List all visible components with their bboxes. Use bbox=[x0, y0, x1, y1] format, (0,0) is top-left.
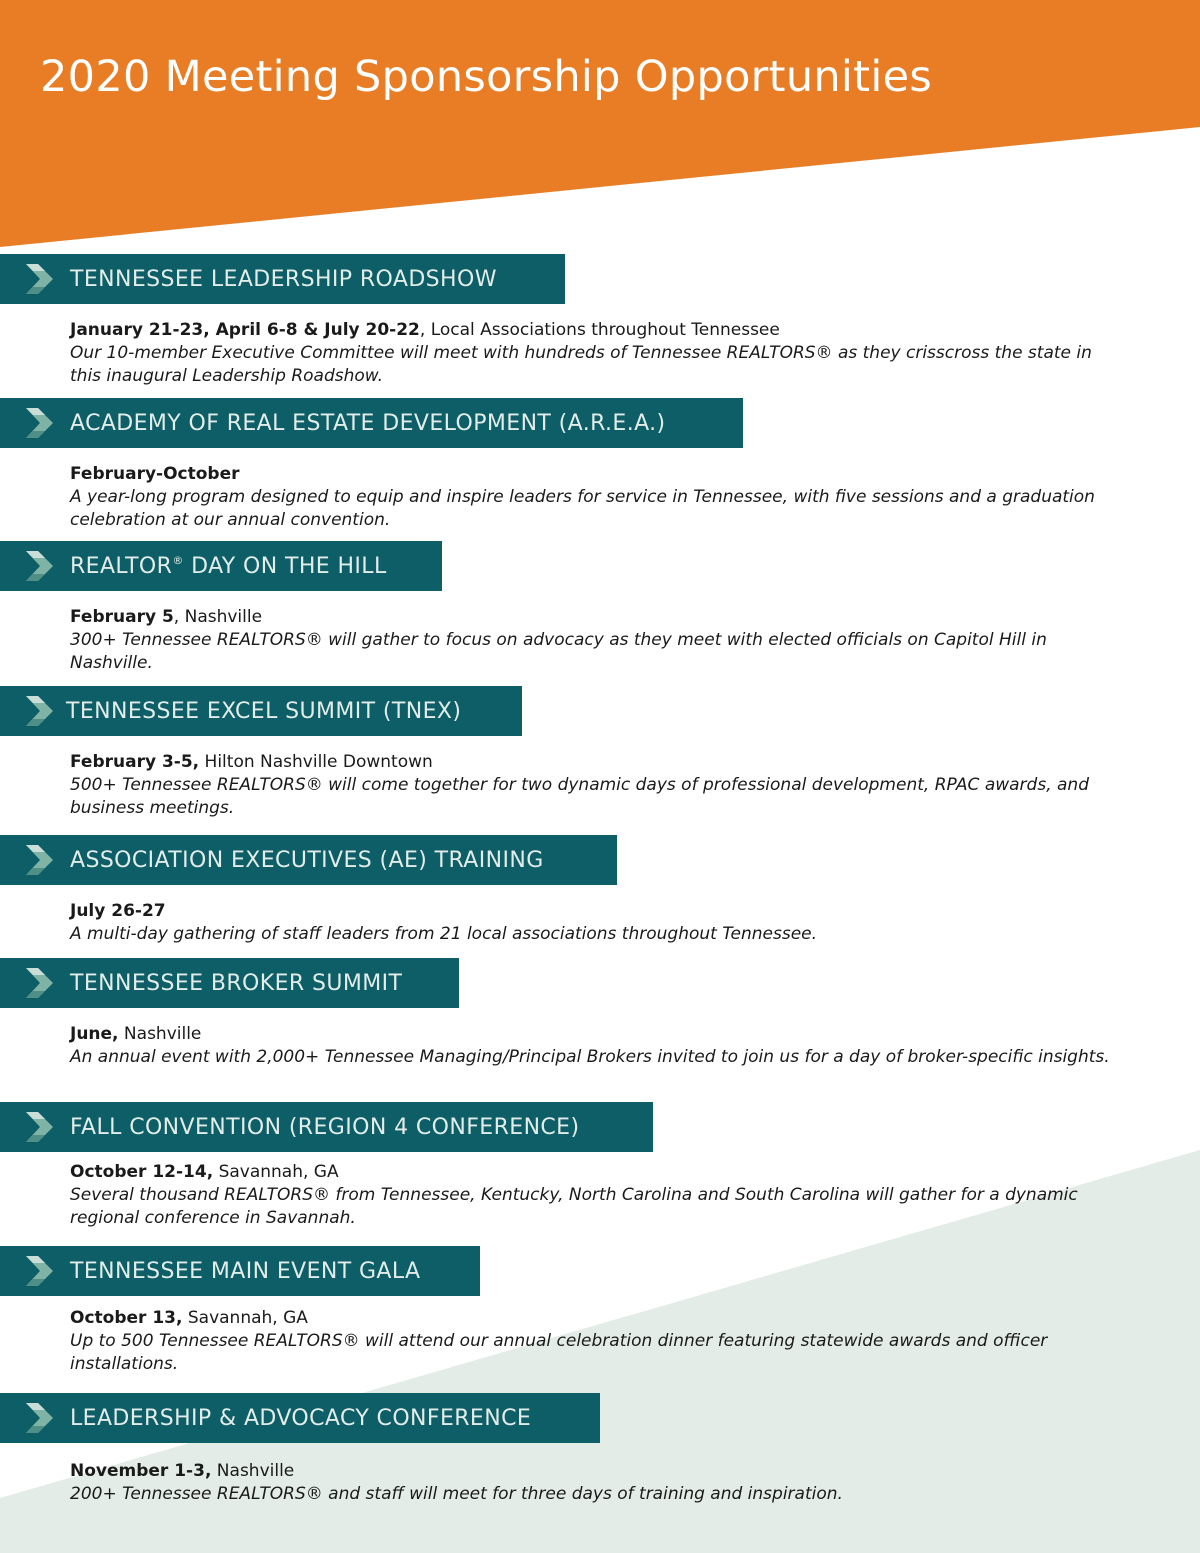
event-description: 200+ Tennessee REALTORS® and staff will meet for three days of training and inspiration. bbox=[70, 1484, 843, 1504]
event-section bbox=[0, 541, 1110, 675]
chevron-right-icon bbox=[24, 1401, 54, 1435]
event-banner bbox=[0, 398, 743, 448]
chevron-right-icon bbox=[24, 843, 54, 877]
chevron-right-icon bbox=[24, 694, 54, 728]
event-title: TENNESSEE EXCEL SUMMIT (TNEX) bbox=[66, 698, 462, 724]
event-date: January 21-23, April 6-8 & July 20-22 bbox=[70, 320, 420, 340]
chevron-right-icon bbox=[24, 966, 54, 1000]
event-title: ACADEMY OF REAL ESTATE DEVELOPMENT (A.R.E.A.) bbox=[70, 410, 666, 436]
event-banner bbox=[0, 1393, 600, 1443]
event-banner bbox=[0, 1102, 653, 1152]
event-description: An annual event with 2,000+ Tennessee Managing/Principal Brokers invited to join us for a day of broker-specific insights. bbox=[70, 1047, 1110, 1067]
event-section bbox=[0, 254, 1110, 388]
event-banner bbox=[0, 541, 442, 591]
event-location: Savannah, GA bbox=[182, 1308, 308, 1328]
event-banner bbox=[0, 1246, 480, 1296]
event-banner bbox=[0, 958, 459, 1008]
event-section bbox=[0, 835, 1110, 946]
event-description: A multi-day gathering of staff leaders from 21 local associations throughout Tennessee. bbox=[70, 924, 818, 944]
event-details bbox=[70, 1161, 1110, 1230]
event-details bbox=[70, 319, 1110, 388]
event-date: November 1-3, bbox=[70, 1461, 212, 1481]
event-details bbox=[70, 606, 1110, 675]
event-section bbox=[0, 1246, 1110, 1376]
event-details bbox=[70, 751, 1110, 820]
chevron-right-icon bbox=[24, 1254, 54, 1288]
event-description: Up to 500 Tennessee REALTORS® will attend our annual celebration dinner featuring statewide awards and officer installations. bbox=[70, 1331, 1048, 1374]
chevron-right-icon bbox=[24, 406, 54, 440]
event-date: June, bbox=[70, 1024, 119, 1044]
event-section bbox=[0, 1102, 1110, 1230]
event-description: 300+ Tennessee REALTORS® will gather to focus on advocacy as they meet with elected officials on Capitol Hill in Nashville. bbox=[70, 630, 1047, 673]
event-location: Nashville bbox=[118, 1024, 202, 1044]
event-date: February 5 bbox=[70, 607, 174, 627]
page-title: 2020 Meeting Sponsorship Opportunities bbox=[40, 52, 933, 102]
event-title: TENNESSEE MAIN EVENT GALA bbox=[70, 1258, 421, 1284]
event-section bbox=[0, 1393, 1110, 1506]
event-location: Nashville bbox=[211, 1461, 295, 1481]
event-description: A year-long program designed to equip and inspire leaders for service in Tennessee, with five sessions and a graduation celebration at our annual convention. bbox=[70, 487, 1095, 530]
event-location: , Nashville bbox=[173, 607, 263, 627]
event-location: Hilton Nashville Downtown bbox=[199, 752, 433, 772]
event-details bbox=[70, 1460, 1110, 1506]
event-location: , Local Associations throughout Tennessee bbox=[419, 320, 780, 340]
registered-mark: ® bbox=[172, 553, 184, 567]
event-section bbox=[0, 686, 1110, 820]
event-details bbox=[70, 463, 1110, 532]
event-title: LEADERSHIP & ADVOCACY CONFERENCE bbox=[70, 1405, 532, 1431]
event-date: October 13, bbox=[70, 1308, 183, 1328]
event-date: October 12-14, bbox=[70, 1162, 214, 1182]
event-title: TENNESSEE LEADERSHIP ROADSHOW bbox=[70, 266, 497, 292]
event-date: July 26-27 bbox=[70, 901, 166, 921]
chevron-right-icon bbox=[24, 549, 54, 583]
event-date: February-October bbox=[70, 464, 240, 484]
event-description: Our 10-member Executive Committee will meet with hundreds of Tennessee REALTORS® as they crisscross the state in this inaugural Leadership Roadshow. bbox=[70, 343, 1092, 386]
event-banner bbox=[0, 254, 565, 304]
event-description: Several thousand REALTORS® from Tennessee, Kentucky, North Carolina and South Carolina will gather for a dynamic regional conference in Savannah. bbox=[70, 1185, 1078, 1228]
event-details bbox=[70, 900, 1110, 946]
event-section bbox=[0, 958, 1110, 1069]
event-section bbox=[0, 398, 1110, 532]
event-title: TENNESSEE BROKER SUMMIT bbox=[70, 970, 403, 996]
event-banner bbox=[0, 686, 522, 736]
chevron-right-icon bbox=[24, 1110, 54, 1144]
orange-header-band bbox=[0, 0, 1200, 247]
event-banner bbox=[0, 835, 617, 885]
event-title: REALTOR® DAY ON THE HILL bbox=[70, 553, 387, 579]
event-title: ASSOCIATION EXECUTIVES (AE) TRAINING bbox=[70, 847, 544, 873]
event-date: February 3-5, bbox=[70, 752, 200, 772]
event-location: Savannah, GA bbox=[213, 1162, 339, 1182]
event-title: FALL CONVENTION (REGION 4 CONFERENCE) bbox=[70, 1114, 580, 1140]
event-description: 500+ Tennessee REALTORS® will come together for two dynamic days of professional development, RPAC awards, and business meetings. bbox=[70, 775, 1089, 818]
event-details bbox=[70, 1023, 1110, 1069]
event-details bbox=[70, 1307, 1110, 1376]
chevron-right-icon bbox=[24, 262, 54, 296]
